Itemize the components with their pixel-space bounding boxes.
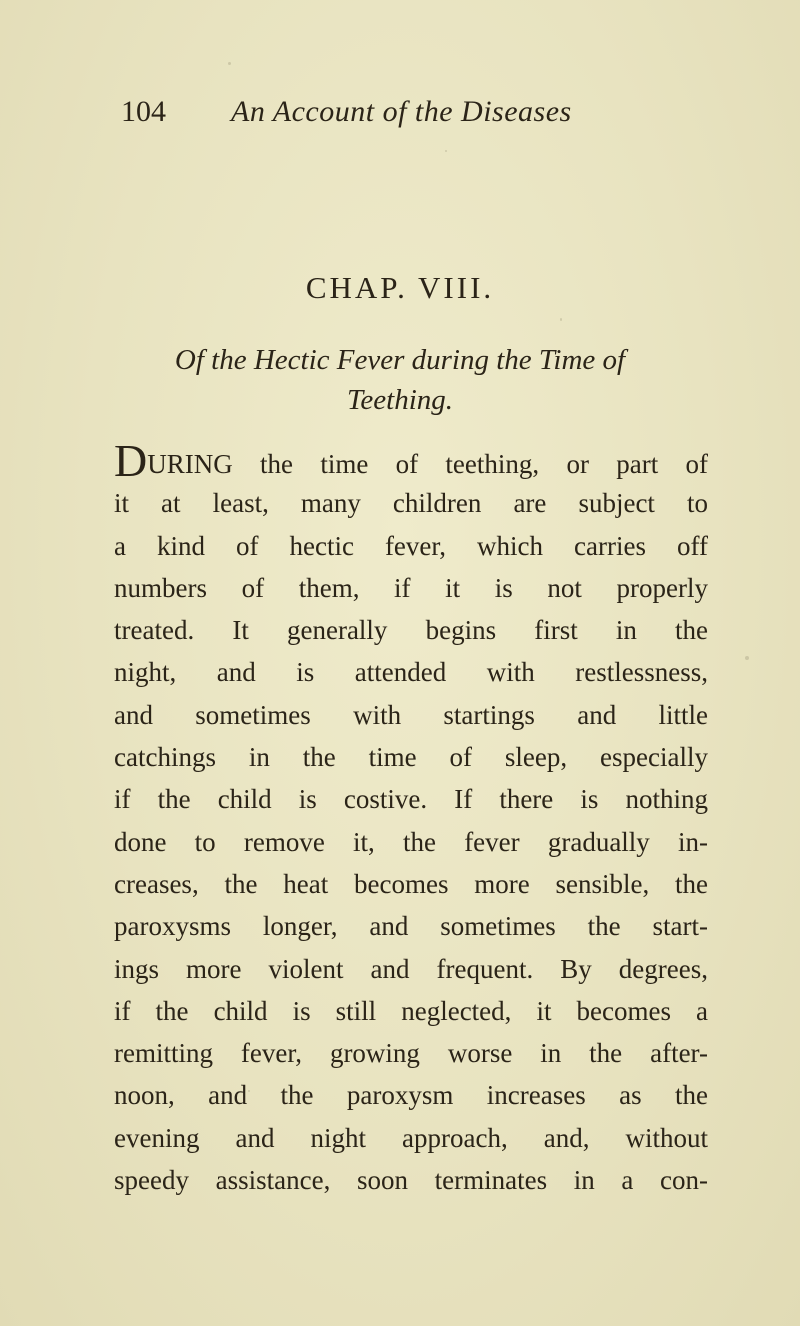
first-line-wrap [114, 435, 709, 486]
body-line: paroxysms longer, and sometimes the start- [114, 911, 708, 942]
body-line: speedy assistance, soon terminates in a con- [114, 1165, 708, 1196]
body-line: noon, and the paroxysm increases as the [114, 1080, 708, 1111]
body-line: ings more violent and frequent. By degrees, [114, 953, 708, 984]
chapter-heading: CHAP. VIII. [305, 270, 495, 305]
chapter-title-line-2: Teething. [346, 384, 454, 416]
paper-speck [228, 62, 231, 65]
body-line: numbers of them, if it is not properly [114, 572, 708, 603]
body-line: it at least, many children are subject to [114, 488, 708, 519]
first-line-rest: the time of teething, or part of [260, 449, 709, 479]
body-line: remitting fever, growing worse in the after- [114, 1038, 708, 1069]
running-title: An Account of the Diseases [231, 95, 572, 128]
body-first-line [114, 435, 709, 486]
running-head [121, 92, 681, 132]
chapter-title-line-1: Of the Hectic Fever during the Time of [174, 344, 626, 376]
paper-speck [560, 318, 562, 321]
chapter-title [130, 340, 670, 420]
body-line: night, and is attended with restlessness, [114, 657, 708, 688]
paper-speck [445, 150, 447, 152]
body-line: a kind of hectic fever, which carries off [114, 530, 708, 561]
body-line: treated. It generally begins first in the [114, 615, 708, 646]
body-line: if the child is costive. If there is nothing [114, 784, 708, 815]
body-line: catchings in the time of sleep, especially [114, 742, 708, 773]
body-line: if the child is still neglected, it becomes a [114, 995, 708, 1026]
drop-cap: D [114, 435, 148, 486]
body-line: creases, the heat becomes more sensible, the [114, 868, 708, 899]
paper-speck [745, 656, 749, 660]
body-line: done to remove it, the fever gradually in- [114, 826, 708, 857]
body-text [114, 435, 709, 1201]
page-number: 104 [121, 95, 166, 128]
first-word-rest: URING [147, 449, 233, 479]
body-line: and sometimes with startings and little [114, 699, 708, 730]
body-line: evening and night approach, and, without [114, 1122, 708, 1153]
